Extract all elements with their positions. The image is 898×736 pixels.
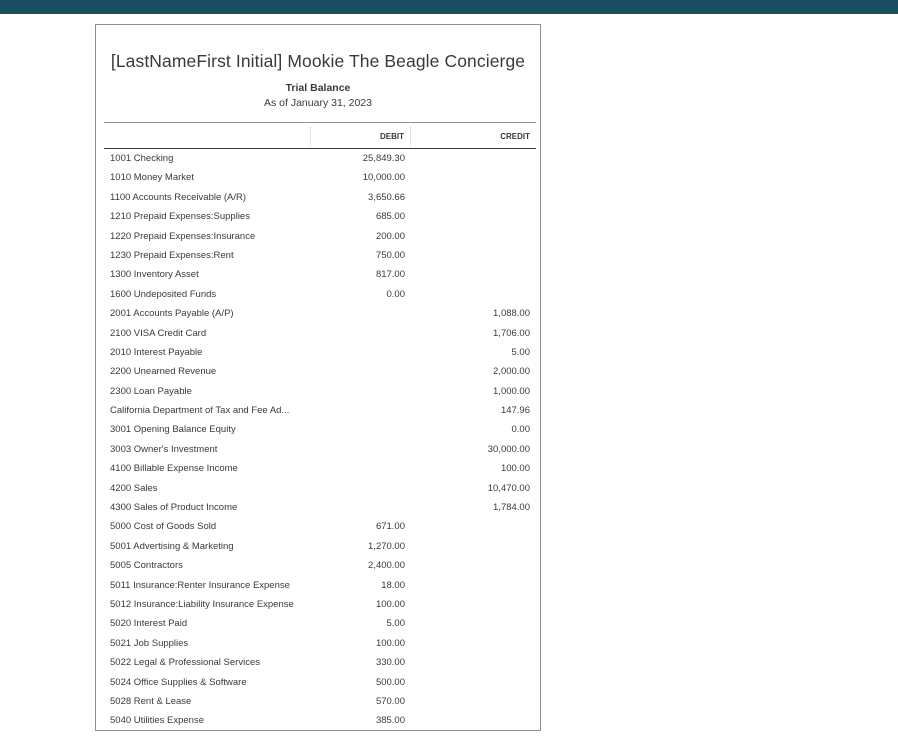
trial-balance-report — [95, 24, 541, 731]
table-row — [104, 382, 536, 401]
table-row — [104, 420, 536, 439]
account-name-link[interactable]: 5012 Insurance:Liability Insurance Expense — [110, 598, 294, 610]
account-name-link[interactable]: 2001 Accounts Payable (A/P) — [110, 308, 234, 320]
credit-amount[interactable]: 147.96 — [500, 405, 530, 417]
table-row — [104, 362, 536, 381]
debit-amount[interactable]: 500.00 — [375, 676, 405, 688]
account-name-link[interactable]: 5020 Interest Paid — [110, 618, 188, 630]
table-row — [104, 285, 536, 304]
table-row — [104, 517, 536, 536]
table-row — [104, 537, 536, 556]
debit-amount[interactable]: 0.00 — [386, 288, 405, 300]
account-name-link[interactable]: California Department of Tax and Fee Ad... — [110, 405, 290, 417]
debit-amount[interactable]: 570.00 — [375, 695, 405, 707]
table-row — [104, 479, 536, 498]
table-row — [104, 168, 536, 187]
table-row — [104, 188, 536, 207]
table-row — [104, 498, 536, 517]
account-name-link[interactable]: 5011 Insurance:Renter Insurance Expense — [110, 579, 290, 591]
account-name-link[interactable]: 2200 Unearned Revenue — [110, 366, 217, 378]
table-body — [104, 149, 536, 731]
account-name-link[interactable]: 5022 Legal & Professional Services — [110, 657, 260, 669]
account-name-link[interactable]: 4300 Sales of Product Income — [110, 502, 238, 514]
credit-amount[interactable]: 0.00 — [511, 424, 530, 436]
credit-amount[interactable]: 1,784.00 — [493, 502, 530, 514]
table-row — [104, 614, 536, 633]
debit-amount[interactable]: 3,650.66 — [368, 191, 405, 203]
table-row — [104, 265, 536, 284]
table-row — [104, 401, 536, 420]
table-row — [104, 207, 536, 226]
table-row — [104, 576, 536, 595]
account-name-link[interactable]: 1600 Undeposited Funds — [110, 288, 217, 300]
debit-amount[interactable]: 100.00 — [375, 598, 405, 610]
company-name: [LastNameFirst Initial] Mookie The Beagle Concierge — [110, 51, 526, 71]
account-name-link[interactable]: 5005 Contractors — [110, 560, 183, 572]
debit-amount[interactable]: 10,000.00 — [362, 172, 405, 184]
table-row — [104, 556, 536, 575]
table-row — [104, 246, 536, 265]
debit-amount[interactable]: 200.00 — [375, 230, 405, 242]
account-name-link[interactable]: 5024 Office Supplies & Software — [110, 676, 247, 688]
column-header-debit[interactable]: DEBIT — [310, 127, 411, 146]
credit-amount[interactable]: 100.00 — [500, 463, 530, 475]
debit-amount[interactable]: 817.00 — [375, 269, 405, 281]
debit-amount[interactable]: 100.00 — [375, 637, 405, 649]
account-name-link[interactable]: 5000 Cost of Goods Sold — [110, 521, 217, 533]
account-name-link[interactable]: 1230 Prepaid Expenses:Rent — [110, 249, 234, 261]
account-name-link[interactable]: 4100 Billable Expense Income — [110, 463, 238, 475]
table-row — [104, 711, 536, 730]
table-row — [104, 673, 536, 692]
table-row — [104, 440, 536, 459]
account-name-link[interactable]: 1010 Money Market — [110, 172, 194, 184]
table-row — [104, 459, 536, 478]
credit-amount[interactable]: 1,088.00 — [493, 308, 530, 320]
debit-amount[interactable]: 25,849.30 — [362, 153, 405, 164]
table-row — [104, 653, 536, 672]
credit-amount[interactable]: 10,470.00 — [487, 482, 530, 494]
account-name-link[interactable]: 5021 Job Supplies — [110, 637, 189, 649]
credit-amount[interactable]: 30,000.00 — [487, 443, 530, 455]
credit-amount[interactable]: 5.00 — [511, 346, 530, 358]
account-name-link[interactable]: 1220 Prepaid Expenses:Insurance — [110, 230, 256, 242]
account-name-link[interactable]: 3003 Owner's Investment — [110, 443, 218, 455]
account-name-link[interactable]: 5028 Rent & Lease — [110, 695, 192, 707]
table-row — [104, 227, 536, 246]
account-name-link[interactable]: 1001 Checking — [110, 153, 174, 164]
debit-amount[interactable]: 750.00 — [375, 249, 405, 261]
debit-amount[interactable]: 330.00 — [375, 657, 405, 669]
account-name-link[interactable]: 5001 Advertising & Marketing — [110, 540, 234, 552]
report-date: As of January 31, 2023 — [264, 97, 372, 109]
account-name-link[interactable]: 2300 Loan Payable — [110, 385, 192, 397]
account-name-link[interactable]: 5040 Utilities Expense — [110, 715, 204, 727]
account-name-link[interactable]: 4200 Sales — [110, 482, 158, 494]
debit-amount[interactable]: 5.00 — [386, 618, 405, 630]
account-name-link[interactable]: 2100 VISA Credit Card — [110, 327, 207, 339]
table-row — [104, 304, 536, 323]
table-header — [104, 122, 536, 149]
table-row — [104, 149, 536, 168]
debit-amount[interactable]: 18.00 — [381, 579, 405, 591]
credit-amount[interactable]: 2,000.00 — [493, 366, 530, 378]
report-title: Trial Balance — [285, 82, 351, 94]
column-header-credit[interactable]: CREDIT — [500, 132, 530, 141]
account-name-link[interactable]: 1210 Prepaid Expenses:Supplies — [110, 211, 250, 223]
account-name-link[interactable]: 1300 Inventory Asset — [110, 269, 199, 281]
account-name-link[interactable]: 3001 Opening Balance Equity — [110, 424, 236, 436]
debit-amount[interactable]: 2,400.00 — [368, 560, 405, 572]
table-row — [104, 692, 536, 711]
table-row — [104, 595, 536, 614]
debit-amount[interactable]: 671.00 — [375, 521, 405, 533]
debit-amount[interactable]: 685.00 — [375, 211, 405, 223]
account-name-link[interactable]: 2010 Interest Payable — [110, 346, 203, 358]
credit-amount[interactable]: 1,706.00 — [493, 327, 530, 339]
table-row — [104, 634, 536, 653]
credit-amount[interactable]: 1,000.00 — [493, 385, 530, 397]
debit-amount[interactable]: 385.00 — [375, 715, 405, 727]
account-name-link[interactable]: 1100 Accounts Receivable (A/R) — [110, 191, 247, 203]
table-row — [104, 324, 536, 343]
top-app-bar — [0, 0, 898, 14]
debit-amount[interactable]: 1,270.00 — [368, 540, 405, 552]
table-row — [104, 343, 536, 362]
